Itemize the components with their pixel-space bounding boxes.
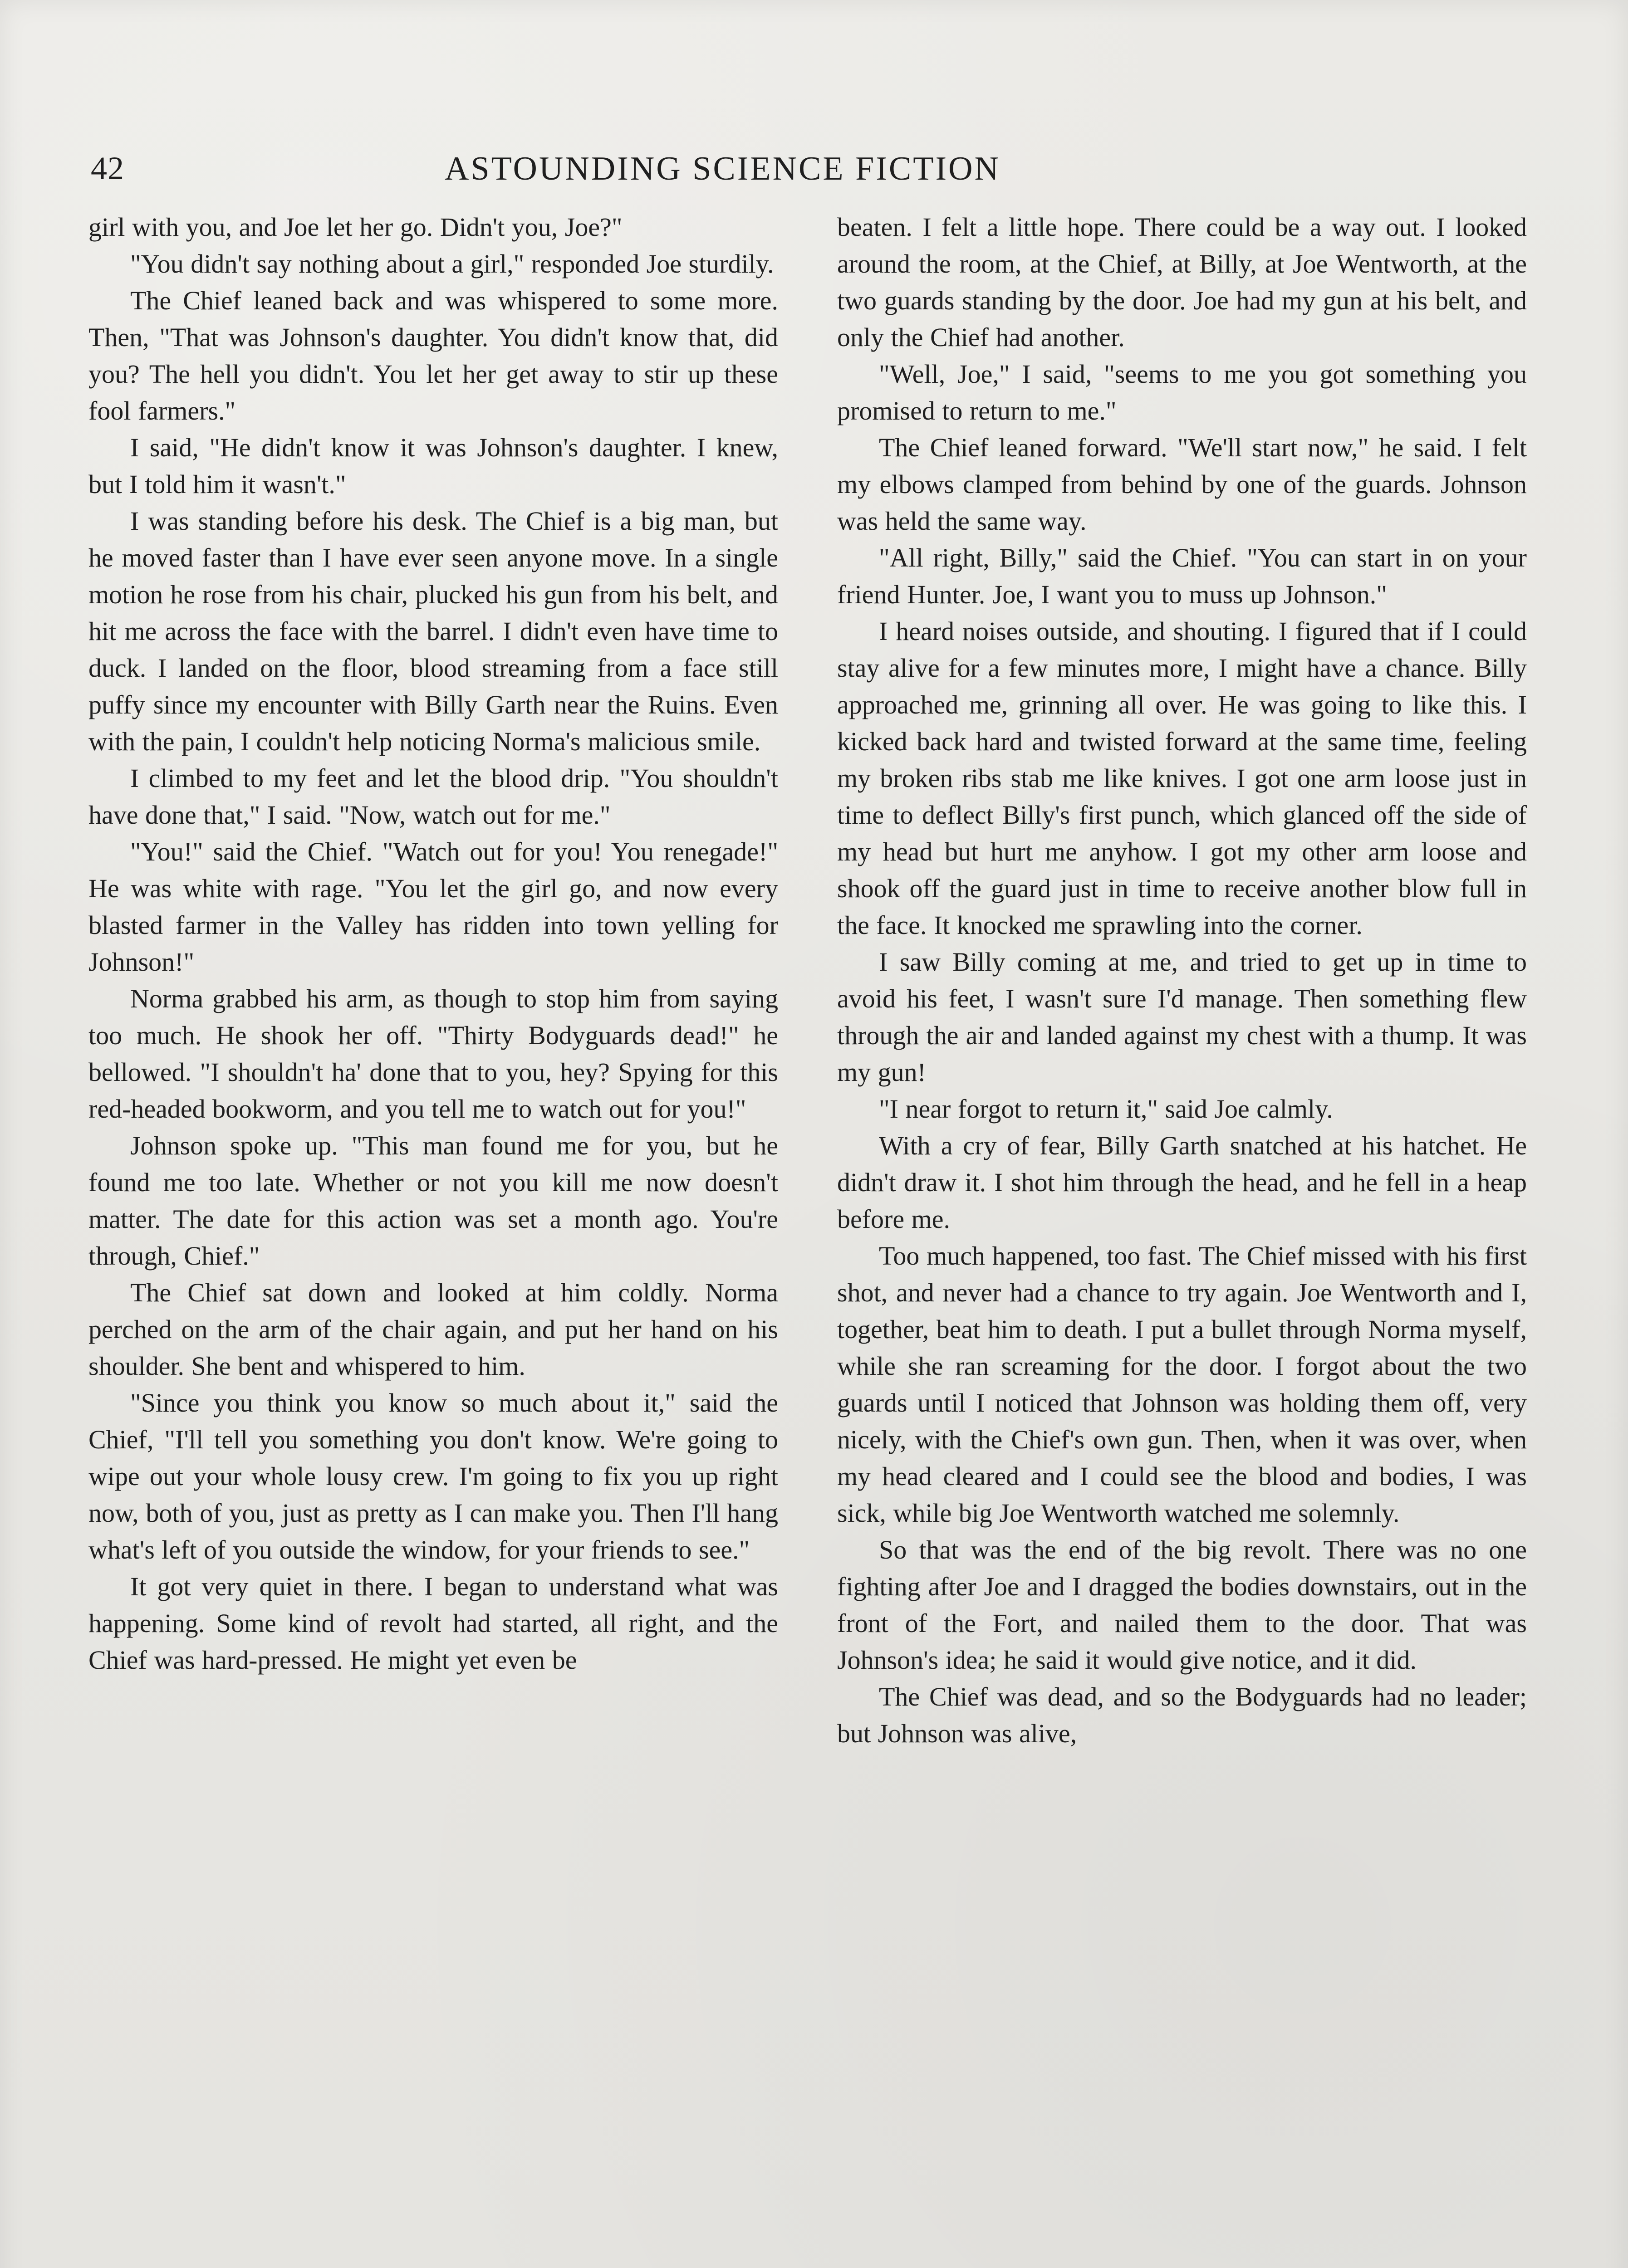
page-header	[91, 150, 1534, 204]
left-paragraph-6: I climbed to my feet and let the blood drip. "You shouldn't have done that," I said. "Now, watch out for me."	[88, 763, 778, 830]
right-paragraph-8: With a cry of fear, Billy Garth snatched at his hatchet. He didn't draw it. I shot him through the head, and he fell in a heap before me.	[837, 1131, 1527, 1234]
text-columns	[88, 209, 1527, 2268]
right-paragraph-7: "I near forgot to return it," said Joe calmly.	[879, 1094, 1333, 1124]
left-paragraph-12: It got very quiet in there. I began to understand what was happening. Some kind of revolt had started, all right, and the Chief was hard-pressed. He might yet even be	[88, 1572, 778, 1675]
right-paragraph-4: "All right, Billy," said the Chief. "You can start in on your friend Hunter. Joe, I want you to muss up Johnson."	[837, 543, 1527, 609]
right-paragraph-6: I saw Billy coming at me, and tried to get up in time to avoid his feet, I wasn't sure I'd manage. Then something flew through the air and landed against my chest with a thump. It was my gun!	[837, 947, 1527, 1087]
right-paragraph-5: I heard noises outside, and shouting. I figured that if I could stay alive for a few minutes more, I might have a chance. Billy approached me, grinning all over. He was going to like this. I kicked back hard and twisted forward at the same time, feeling my broken ribs stab me like knives. I got one arm loose just in time to deflect Billy's first punch, which glanced off the side of my head but hurt me anyhow. I got my other arm loose and shook off the guard just in time to receive another blow full in the face. It knocked me sprawling into the corner.	[837, 616, 1527, 940]
left-paragraph-5: I was standing before his desk. The Chief is a big man, but he moved faster than I have ever seen anyone move. In a single motion he rose from his chair, plucked his gun from his belt, and hit me across the face with the barrel. I didn't even have time to duck. I landed on the floor, blood streaming from a face still puffy since my encounter with Billy Garth near the Ruins. Even with the pain, I couldn't help noticing Norma's malicious smile.	[88, 506, 778, 756]
right-paragraph-10: So that was the end of the big revolt. There was no one fighting after Joe and I dragged the bodies downstairs, out in the front of the Fort, and nailed them to the door. That was Johnson's idea; he said it would give notice, and it did.	[837, 1535, 1527, 1675]
left-paragraph-10: The Chief sat down and looked at him coldly. Norma perched on the arm of the chair again, and put her hand on his shoulder. She bent and whispered to him.	[88, 1278, 778, 1381]
right-paragraph-3: The Chief leaned forward. "We'll start now," he said. I felt my elbows clamped from behind by one of the guards. Johnson was held the same way.	[837, 433, 1527, 536]
page-number: 42	[91, 150, 124, 186]
left-paragraph-11: "Since you think you know so much about it," said the Chief, "I'll tell you something you don't know. We're going to wipe out your whole lousy crew. I'm going to fix you up right now, both of you, just as pretty as I can make you. Then I'll hang what's left of you outside the window, for your friends to see."	[88, 1388, 778, 1564]
right-paragraph-1: beaten. I felt a little hope. There could be a way out. I looked around the room, at the Chief, at Billy, at Joe Wentworth, at the two guards standing by the door. Joe had my gun at his belt, and only the Chief had another.	[837, 212, 1527, 352]
left-paragraph-3: The Chief leaned back and was whispered to some more. Then, "That was Johnson's daughter. You didn't know that, did you? The hell you didn't. You let her get away to stir up these fool farmers."	[88, 286, 778, 425]
left-paragraph-4: I said, "He didn't know it was Johnson's daughter. I knew, but I told him it wasn't."	[88, 433, 778, 499]
left-paragraph-9: Johnson spoke up. "This man found me for you, but he found me too late. Whether or not you kill me now doesn't matter. The date for this action was set a month ago. You're through, Chief."	[88, 1131, 778, 1271]
running-title: ASTOUNDING SCIENCE FICTION	[445, 150, 1000, 187]
left-paragraph-1: girl with you, and Joe let her go. Didn't you, Joe?"	[88, 212, 623, 242]
right-paragraph-9: Too much happened, too fast. The Chief missed with his first shot, and never had a chance to try again. Joe Wentworth and I, together, beat him to death. I put a bullet through Norma myself, while she ran screaming for the door. I forgot about the two guards until I noticed that Johnson was holding them off, very nicely, with the Chief's own gun. Then, when it was over, when my head cleared and I could see the blood and bodies, I was sick, while big Joe Wentworth watched me solemnly.	[837, 1241, 1527, 1528]
right-paragraph-11: The Chief was dead, and so the Bodyguards had no leader; but Johnson was alive,	[837, 1682, 1527, 1748]
left-paragraph-7: "You!" said the Chief. "Watch out for you! You renegade!" He was white with rage. "You let the girl go, and now every blasted farmer in the Valley has ridden into town yelling for Johnson!"	[88, 837, 778, 977]
right-column	[837, 209, 1527, 2268]
left-column	[88, 209, 778, 2268]
right-paragraph-2: "Well, Joe," I said, "seems to me you got something you promised to return to me."	[837, 359, 1527, 425]
left-paragraph-8: Norma grabbed his arm, as though to stop him from saying too much. He shook her off. "Thirty Bodyguards dead!" he bellowed. "I shouldn't ha' done that to you, hey? Spying for this red-headed bookworm, and you tell me to watch out for you!"	[88, 984, 778, 1124]
left-paragraph-2: "You didn't say nothing about a girl," responded Joe sturdily.	[130, 249, 774, 279]
